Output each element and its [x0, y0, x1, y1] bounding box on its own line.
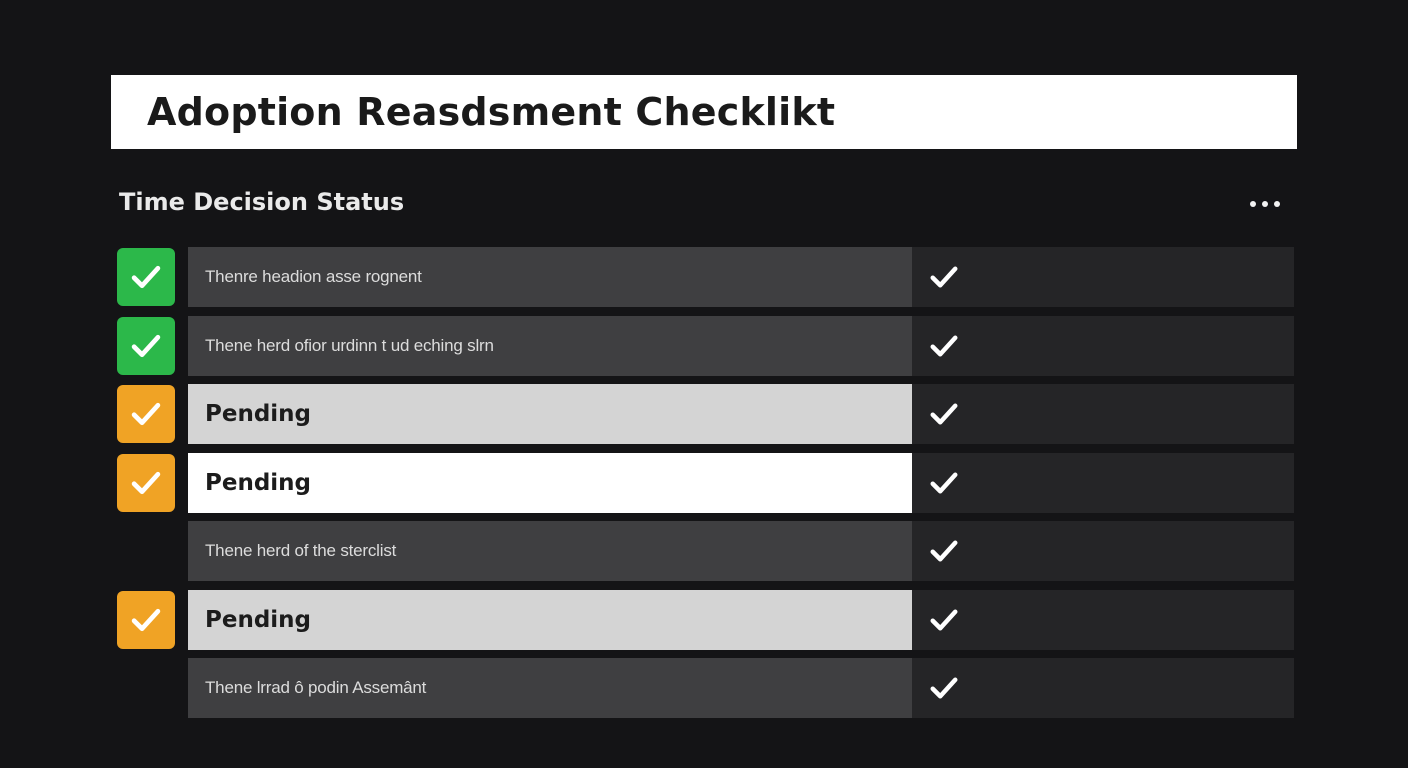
check-icon	[926, 533, 962, 569]
more-horizontal-icon	[1250, 201, 1256, 207]
row-label: Pending	[205, 606, 312, 633]
check-icon	[926, 259, 962, 295]
row-label-cell[interactable]	[188, 316, 912, 376]
checklist-row	[117, 247, 1294, 307]
row-check-cell	[912, 521, 1294, 581]
check-icon	[926, 465, 962, 501]
row-label: Thenre headion asse rognent	[205, 267, 422, 286]
checklist-row	[117, 384, 1294, 444]
row-label: Pending	[205, 401, 312, 427]
check-icon	[926, 396, 962, 432]
more-horizontal-icon	[1274, 201, 1280, 207]
status-pending-checkbox[interactable]	[117, 385, 175, 443]
row-check-cell	[912, 590, 1294, 650]
checklist-rows	[117, 247, 1294, 727]
page-title: Adoption Reasdsment Checklikt	[147, 90, 836, 134]
row-label-cell[interactable]	[188, 384, 912, 444]
row-label: Thene herd of the sterclist	[205, 541, 397, 560]
checklist-row	[117, 521, 1294, 581]
check-icon	[127, 395, 165, 433]
checklist-row	[117, 590, 1294, 650]
row-check-cell	[912, 453, 1294, 513]
check-icon	[926, 602, 962, 638]
status-done-checkbox[interactable]	[117, 248, 175, 306]
check-icon	[127, 601, 165, 639]
row-check-cell	[912, 384, 1294, 444]
row-label-cell[interactable]	[188, 658, 912, 718]
row-check-cell	[912, 316, 1294, 376]
title-banner	[111, 75, 1297, 149]
more-horizontal-icon	[1262, 201, 1268, 207]
check-icon	[127, 464, 165, 502]
status-pending-checkbox[interactable]	[117, 454, 175, 512]
row-label-cell[interactable]	[188, 521, 912, 581]
row-label-cell[interactable]	[188, 453, 912, 513]
section-header: Time Decision Status	[119, 188, 405, 216]
row-label-cell[interactable]	[188, 590, 912, 650]
row-label: Thene herd ofior urdinn t ud eching slrn	[205, 335, 494, 355]
row-label-cell[interactable]	[188, 247, 912, 307]
status-done-checkbox[interactable]	[117, 317, 175, 375]
check-icon	[127, 327, 165, 365]
checklist-row	[117, 658, 1294, 718]
check-icon	[926, 328, 962, 364]
row-check-cell	[912, 247, 1294, 307]
more-options-button[interactable]	[1240, 192, 1290, 216]
status-pending-checkbox[interactable]	[117, 591, 175, 649]
checklist-row	[117, 316, 1294, 376]
check-icon	[926, 670, 962, 706]
row-label: Pending	[205, 469, 312, 496]
check-icon	[127, 258, 165, 296]
row-check-cell	[912, 658, 1294, 718]
row-label: Thene lrrad ô podin Assemânt	[205, 678, 427, 697]
checklist-row	[117, 453, 1294, 513]
